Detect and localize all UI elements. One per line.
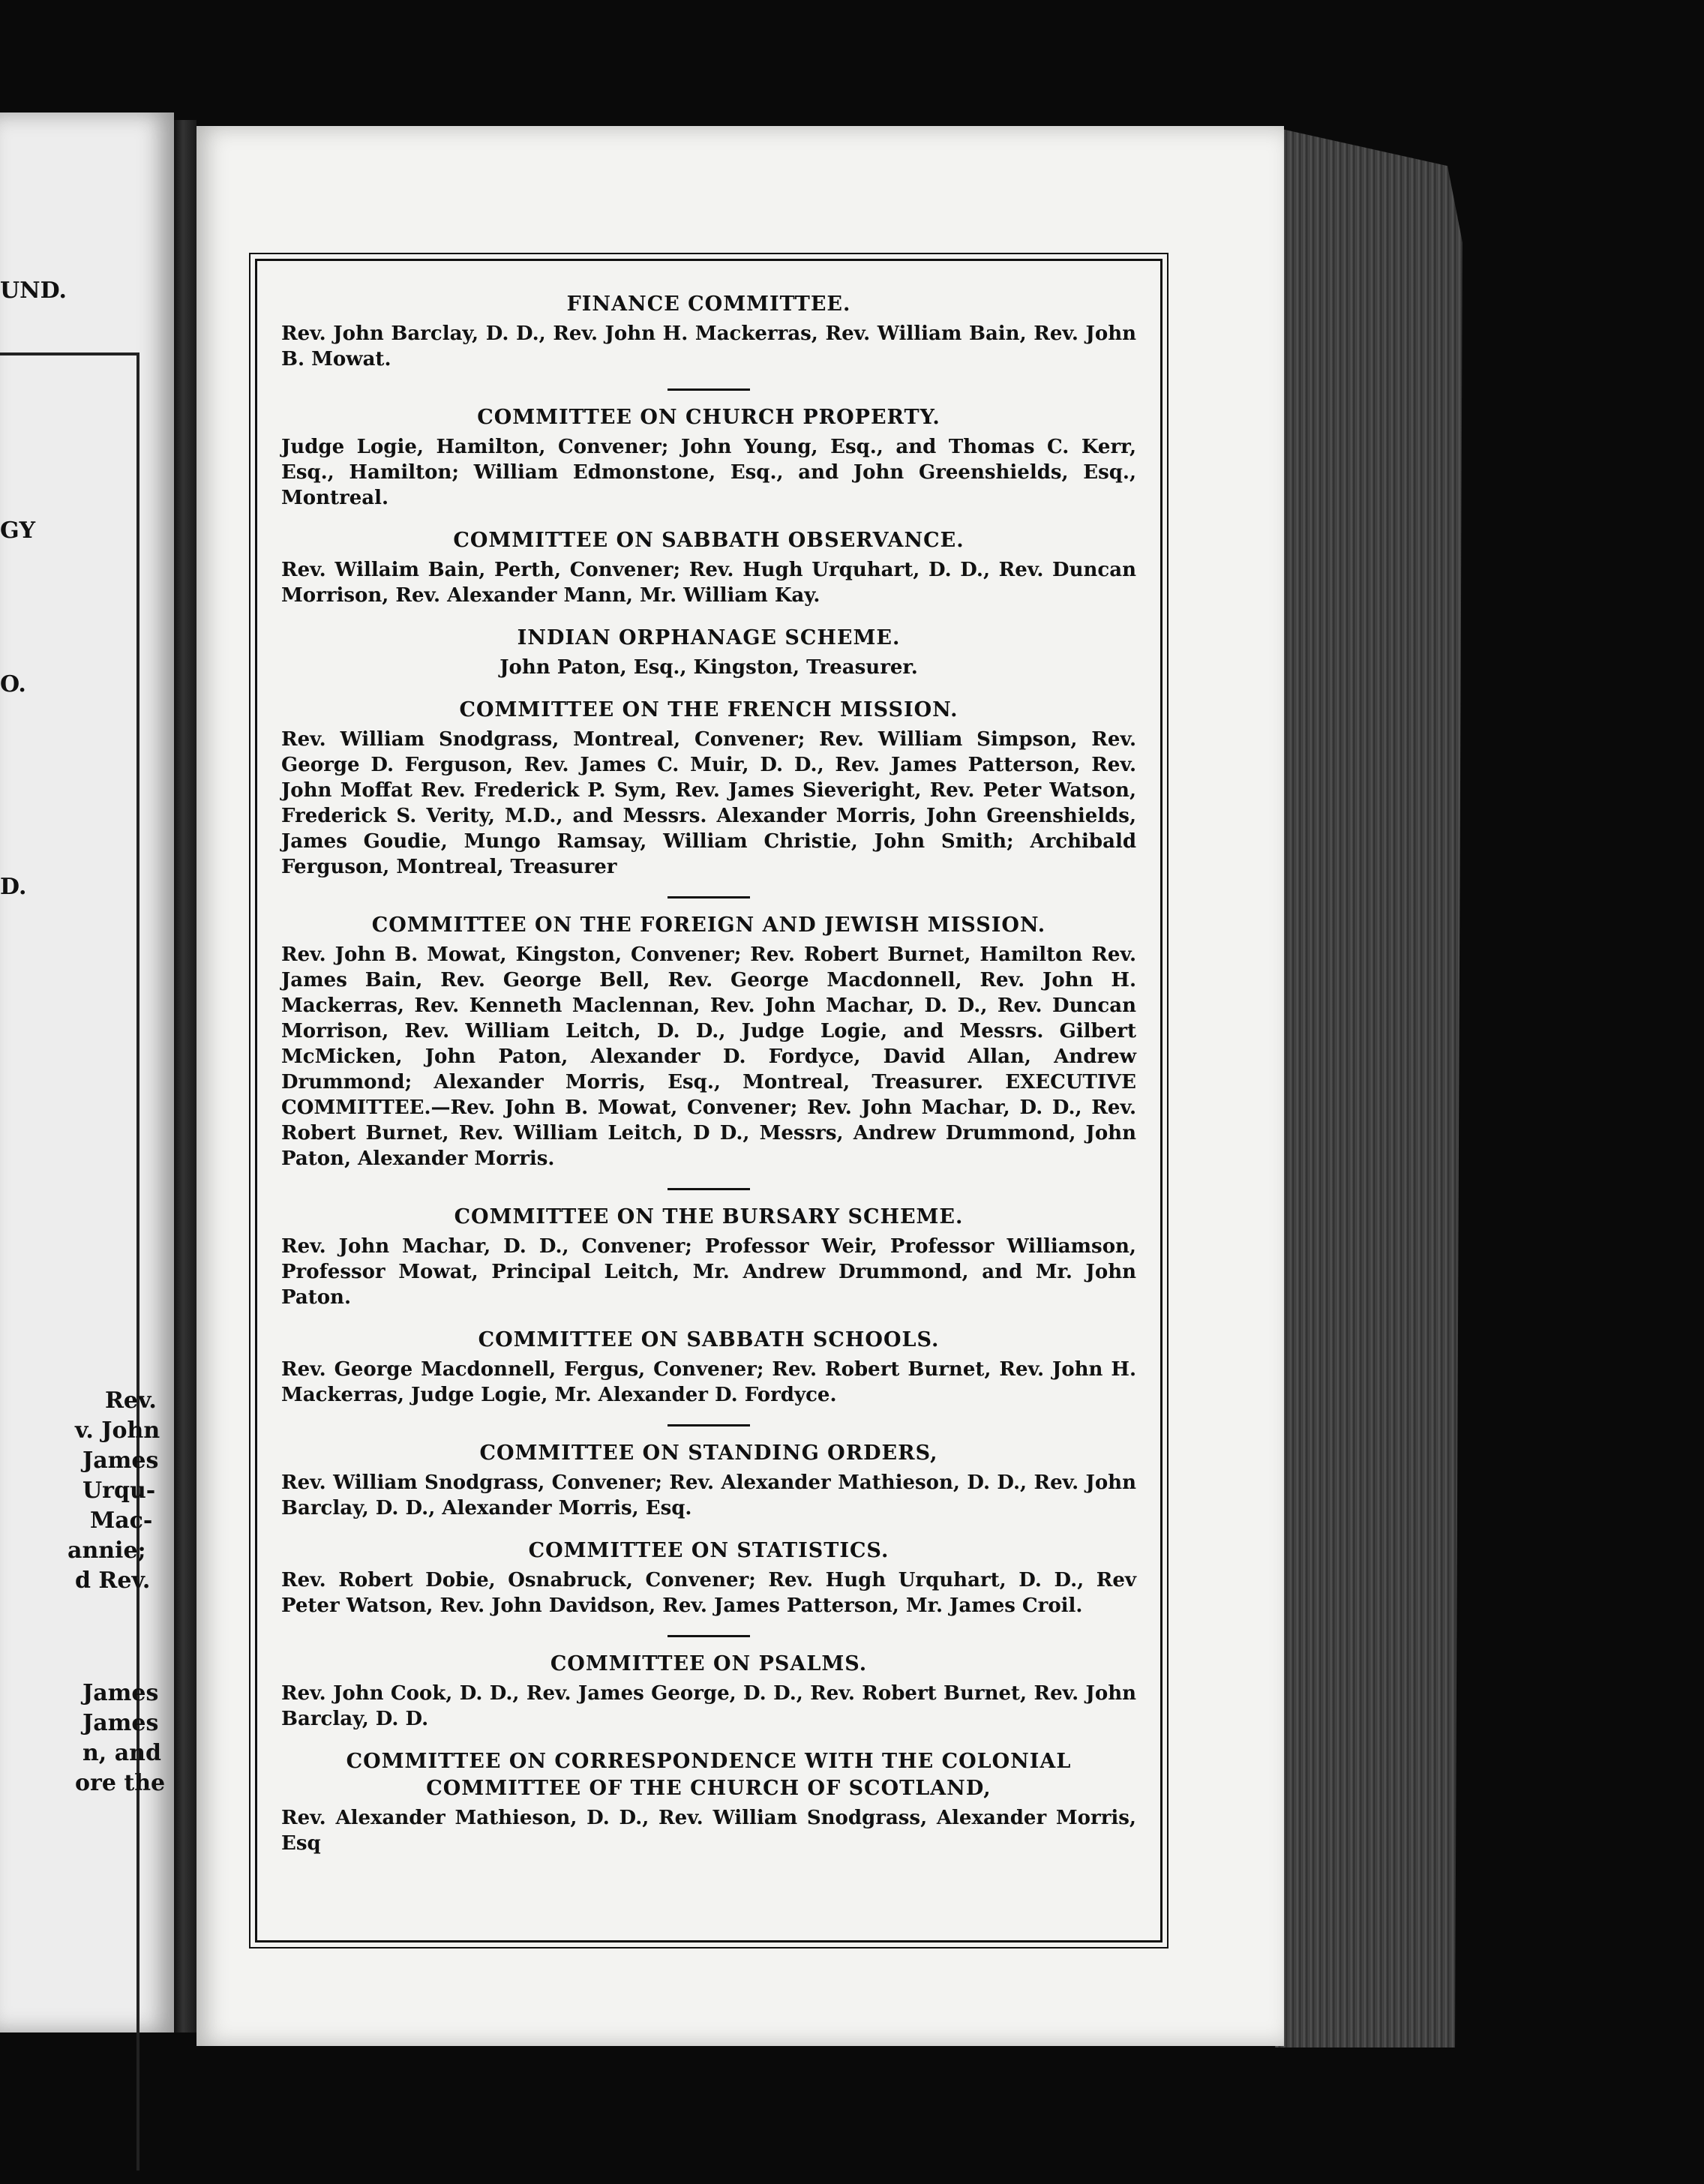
- section-members: Rev. William Snodgrass, Montreal, Convener; Rev. William Simpson, Rev. George D. Ferguson, Rev. James C. Muir, D. D., Rev. James Patterson, Rev. John Moffat Rev. Frederick P. Sym, Rev. James Sieveright, Rev. Peter Watson, Frederick S. Verity, M.D., and Messrs. Alexander Morris, John Greenshields, James Goudie, Mungo Ramsay, William Christie, John Smith; Archibald Ferguson, Montreal, Treasurer: [281, 728, 1136, 878]
- section-members: Judge Logie, Hamilton, Convener; John Young, Esq., and Thomas C. Kerr, Esq., Hamilton; William Edmonstone, Esq., and John Greenshields, Esq., Montreal.: [281, 436, 1136, 509]
- section-members: Rev. William Snodgrass, Convener; Rev. Alexander Mathieson, D. D., Rev. John Barclay, D. D., Alexander Morris, Esq.: [281, 1472, 1136, 1520]
- section-members: Rev. Willaim Bain, Perth, Convener; Rev. Hugh Urquhart, D. D., Rev. Duncan Morrison, Rev. Alexander Mann, Mr. William Kay.: [281, 559, 1136, 607]
- book-gutter: [174, 120, 196, 2032]
- bursary-scheme-committee: [281, 1204, 1136, 1310]
- church-property-committee: [281, 404, 1136, 511]
- section-members: John Paton, Esq., Kingston, Treasurer.: [500, 656, 918, 679]
- section-members: Rev. John B. Mowat, Kingston, Convener; Rev. Robert Burnet, Hamilton Rev. James Bain, Rev. George Bell, Rev. George Macdonnell, Rev. John H. Mackerras, Rev. Kenneth Maclennan, Rev. John Machar, D. D., Rev. Duncan Morrison, Rev. William Leitch, D. D., Judge Logie, and Messrs. Gilbert McMicken, John Paton, Alexander D. Fordyce, David Allan, Andrew Drummond; Alexander Morris, Esq., Montreal, Treasurer. EXECUTIVE COMMITTEE.—Rev. John B. Mowat, Convener; Rev. John Machar, D. D., Rev. Robert Burnet, Rev. William Leitch, D D., Messrs, Andrew Drummond, John Paton, Alexander Morris.: [281, 944, 1136, 1170]
- left-page-border: [0, 352, 140, 2170]
- left-page-fragment: n, and: [82, 1740, 161, 1766]
- section-heading: COMMITTEE ON SABBATH SCHOOLS.: [478, 1328, 940, 1352]
- left-page-fragment: Urqu-: [82, 1478, 156, 1504]
- section-members: Rev. John Machar, D. D., Convener; Professor Weir, Professor Williamson, Professor Mowat, Principal Leitch, Mr. Andrew Drummond, and Mr. John Paton.: [281, 1235, 1136, 1309]
- section-heading: COMMITTEE ON CORRESPONDENCE WITH THE COLONIAL COMMITTEE OF THE CHURCH OF SCOTLAND,: [346, 1750, 1072, 1800]
- section-heading: COMMITTEE ON STATISTICS.: [528, 1539, 890, 1562]
- section-heading: COMMITTEE ON THE BURSARY SCHEME.: [454, 1205, 964, 1228]
- left-page-fragment: UND.: [0, 278, 67, 304]
- statistics-committee: [281, 1538, 1136, 1618]
- section-heading: COMMITTEE ON THE FRENCH MISSION.: [459, 698, 958, 722]
- section-members: Rev. Alexander Mathieson, D. D., Rev. William Snodgrass, Alexander Morris, Esq: [281, 1807, 1136, 1855]
- section-divider: [668, 1635, 750, 1637]
- colonial-correspondence-committee: [281, 1748, 1136, 1856]
- sabbath-observance-committee: [281, 527, 1136, 608]
- left-page-fragment: James: [82, 1680, 159, 1706]
- finance-committee: [281, 291, 1136, 372]
- sabbath-schools-committee: [281, 1327, 1136, 1408]
- standing-orders-committee: [281, 1440, 1136, 1521]
- left-page-fragment: D.: [0, 874, 27, 900]
- section-heading: COMMITTEE ON THE FOREIGN AND JEWISH MISSION.: [371, 914, 1046, 937]
- left-page-fragment: James: [82, 1448, 159, 1474]
- section-members: Rev. Robert Dobie, Osnabruck, Convener; Rev. Hugh Urquhart, D. D., Rev Peter Watson, Rev. John Davidson, Rev. James Patterson, Mr. James Croil.: [281, 1569, 1136, 1617]
- left-page-fragment: annie;: [68, 1538, 146, 1564]
- left-page-fragment: James: [82, 1710, 159, 1736]
- section-divider: [668, 388, 750, 391]
- section-heading: COMMITTEE ON SABBATH OBSERVANCE.: [453, 529, 964, 552]
- page-fore-edge: [1275, 128, 1462, 2048]
- committee-list-frame: [255, 259, 1162, 1942]
- left-page-fragment: GY: [0, 518, 36, 544]
- left-page-fragment: d Rev.: [75, 1568, 151, 1594]
- left-page-fragment: O.: [0, 671, 26, 698]
- left-page-fragment: v. John: [75, 1418, 160, 1444]
- section-heading: COMMITTEE ON STANDING ORDERS,: [479, 1442, 938, 1465]
- left-page-fragment: ore the: [75, 1770, 166, 1796]
- section-divider: [668, 896, 750, 898]
- section-heading: INDIAN ORPHANAGE SCHEME.: [517, 626, 901, 650]
- section-members: Rev. John Barclay, D. D., Rev. John H. Mackerras, Rev. William Bain, Rev. John B. Mowat.: [281, 322, 1136, 370]
- section-members: Rev. John Cook, D. D., Rev. James George, D. D., Rev. Robert Burnet, Rev. John Barclay, D. D.: [281, 1682, 1136, 1730]
- left-page-fragment: Mac-: [90, 1508, 153, 1534]
- french-mission-committee: [281, 697, 1136, 880]
- section-divider: [668, 1188, 750, 1190]
- psalms-committee: [281, 1651, 1136, 1732]
- indian-orphanage-scheme: [281, 625, 1136, 680]
- section-divider: [668, 1424, 750, 1426]
- section-heading: FINANCE COMMITTEE.: [566, 292, 851, 316]
- foreign-jewish-mission-committee: [281, 912, 1136, 1172]
- left-page-fragment: Rev.: [105, 1388, 157, 1414]
- section-heading: COMMITTEE ON CHURCH PROPERTY.: [477, 406, 940, 429]
- section-heading: COMMITTEE ON PSALMS.: [550, 1652, 868, 1676]
- section-members: Rev. George Macdonnell, Fergus, Convener; Rev. Robert Burnet, Rev. John H. Mackerras, Judge Logie, Mr. Alexander D. Fordyce.: [281, 1358, 1136, 1406]
